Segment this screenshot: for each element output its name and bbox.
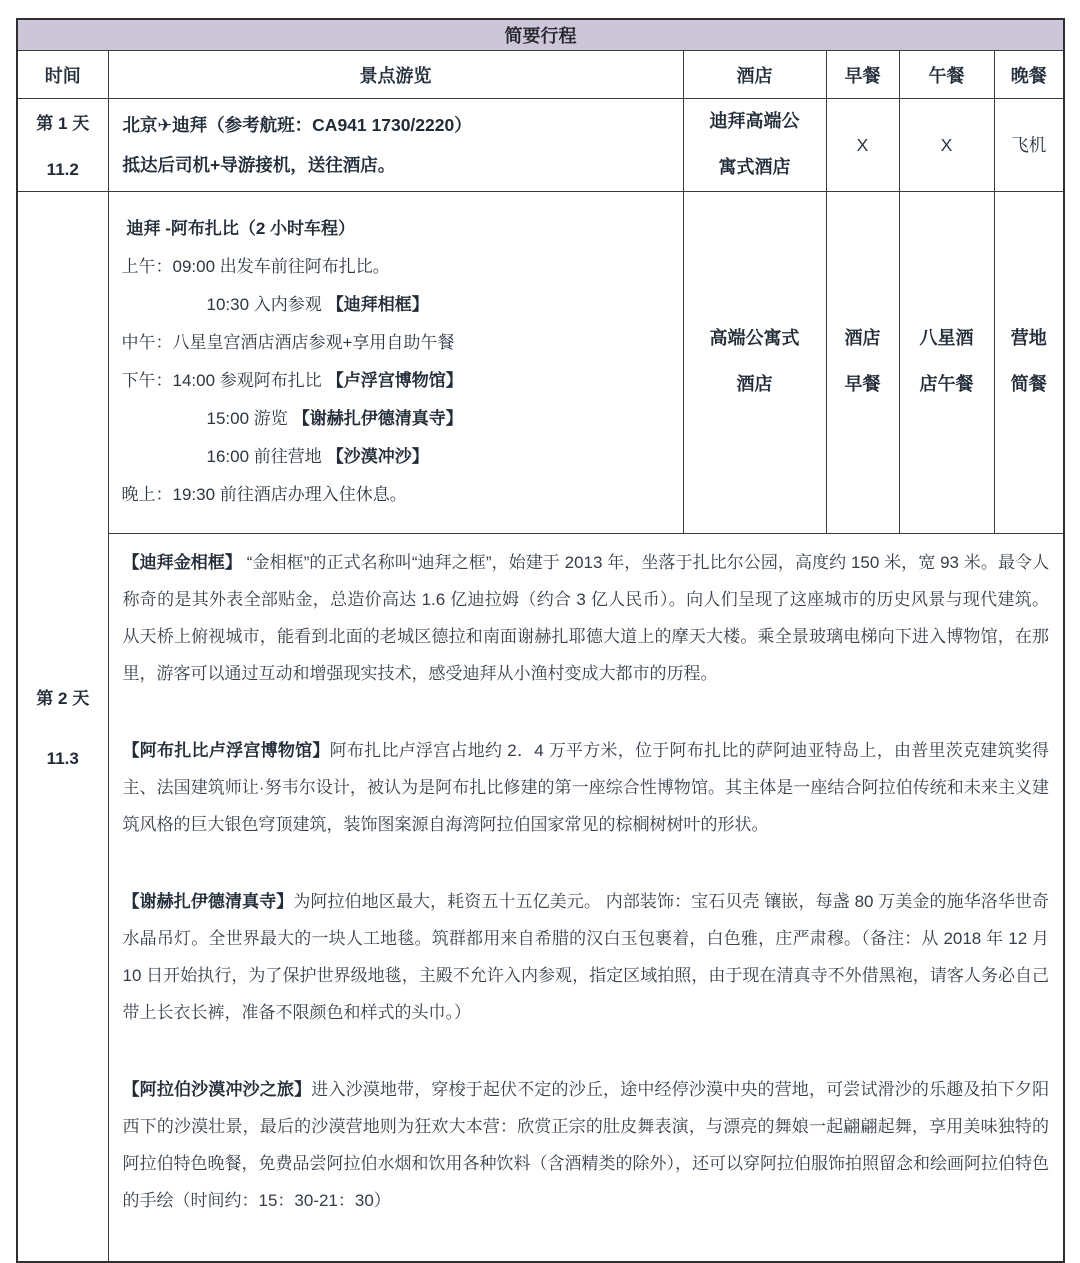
day1-date: 11.2: [46, 160, 79, 180]
title-row: [17, 19, 1064, 51]
day2-notes-cell: [108, 533, 1064, 1262]
day2-schedule-cell: [108, 191, 683, 533]
schedule-line: 上午：09:00 出发车前往阿布扎比。: [121, 257, 390, 277]
day1-breakfast-cell: X: [826, 99, 899, 192]
day2-row: [17, 191, 1064, 533]
itinerary-table: [16, 18, 1065, 1263]
note-desert-safari: 【阿拉伯沙漠冲沙之旅】进入沙漠地带，穿梭于起伏不定的沙丘，途中经停沙漠中央的营地，可尝试滑沙的乐趣及拍下夕阳西下的沙漠壮景，最后的沙漠营地则为狂欢大本营：欣赏正宗的肚皮舞表演，与漂亮的舞娘一起翩翩起舞，享用美味独特的阿拉伯特色晚餐，免费品尝阿拉伯水烟和饮用各种饮料（含酒精类的除外），还可以穿阿拉伯服饰拍照留念和绘画阿拉伯特色的手绘（时间约：15：30-21：30）: [122, 1079, 1050, 1210]
day1-row: [17, 99, 1064, 192]
day1-hotel-cell: 迪拜高端公寓式酒店: [683, 99, 826, 192]
day1-lunch-cell: X: [899, 99, 994, 192]
day2-lunch-cell: 八星酒店午餐: [899, 191, 994, 533]
col-header-sights: 景点游览: [108, 51, 683, 99]
col-header-hotel: 酒店: [683, 51, 826, 99]
schedule-line: 中午：八星皇宫酒店酒店参观+享用自助午餐: [121, 333, 455, 353]
col-header-time: 时间: [17, 51, 108, 99]
day2-hotel-cell: 高端公寓式酒店: [683, 191, 826, 533]
schedule-line: 16:00 前往营地 【沙漠冲沙】: [206, 447, 429, 467]
schedule-line: 迪拜 -阿布扎比（2 小时车程）: [126, 219, 356, 239]
day1-sights-cell: [108, 99, 683, 192]
day2-time-cell: [17, 191, 108, 1262]
itinerary-page: [16, 18, 1065, 1263]
schedule-line: 15:00 游览 【谢赫扎伊德清真寺】: [206, 409, 463, 429]
day1-label: 第 1 天: [36, 114, 90, 134]
day1-time-cell: [17, 99, 108, 192]
day1-transfer-line: 抵达后司机+导游接机，送往酒店。: [122, 154, 396, 175]
schedule-line: 下午：14:00 参观阿布扎比 【卢浮宫博物馆】: [121, 371, 463, 391]
day2-label: 第 2 天: [36, 689, 90, 709]
table-title: 简要行程: [17, 19, 1064, 51]
note-sheikh-zayed-mosque: 【谢赫扎伊德清真寺】为阿拉伯地区最大，耗资五十五亿美元。 内部装饰：宝石贝壳 镶嵌，每盏 80 万美金的施华洛华世奇水晶吊灯。全世界最大的一块人工地毯。筑群都用来自希腊的汉白玉包裹着，白色雅，庄严肃穆。（备注：从 2018 年 12 月 10 日开始执行，为了保护世界级地毯，主殿不允许入内参观，指定区域拍照，由于现在清真寺不外借黑袍，请客人务必自己带上长衣长裤，准备不限颜色和样式的头巾。）: [122, 891, 1050, 1022]
day2-dinner-cell: 营地简餐: [994, 191, 1064, 533]
note-dubai-frame: 【迪拜金相框】 “金相框”的正式名称叫“迪拜之框”，始建于 2013 年，坐落于扎比尔公园，高度约 150 米，宽 93 米。最令人称奇的是其外表全部贴金，总造价高达 1.6 亿迪拉姆（约合 3 亿人民币）。向人们呈现了这座城市的历史风景与现代建筑。从天桥上俯视城市，能看到北面的老城区德拉和南面谢赫扎耶德大道上的摩天大楼。乘全景玻璃电梯向下进入博物馆，在那里，游客可以通过互动和增强现实技术，感受迪拜从小渔村变成大都市的历程。: [122, 552, 1050, 683]
schedule-line: 晚上：19:30 前往酒店办理入住休息。: [121, 485, 407, 505]
day1-dinner-cell: 飞机: [994, 99, 1064, 192]
col-header-lunch: 午餐: [899, 51, 994, 99]
day2-breakfast-cell: 酒店早餐: [826, 191, 899, 533]
col-header-breakfast: 早餐: [826, 51, 899, 99]
day1-flight-line: 北京✈迪拜（参考航班：CA941 1730/2220）: [122, 114, 472, 135]
day2-date: 11.3: [46, 749, 79, 769]
day2-notes-row: [17, 533, 1064, 1262]
column-header-row: [17, 51, 1064, 99]
note-louvre-abu-dhabi: 【阿布扎比卢浮宫博物馆】阿布扎比卢浮宫占地约 2．4 万平方米，位于阿布扎比的萨阿迪亚特岛上，由普里茨克建筑奖得主、法国建筑师让·努韦尔设计，被认为是阿布扎比修建的第一座综合性博物馆。其主体是一座结合阿拉伯传统和未来主义建筑风格的巨大银色穹顶建筑，装饰图案源自海湾阿拉伯国家常见的棕榈树树叶的形状。: [122, 740, 1050, 834]
schedule-line: 10:30 入内参观 【迪拜相框】: [206, 295, 429, 315]
col-header-dinner: 晚餐: [994, 51, 1064, 99]
